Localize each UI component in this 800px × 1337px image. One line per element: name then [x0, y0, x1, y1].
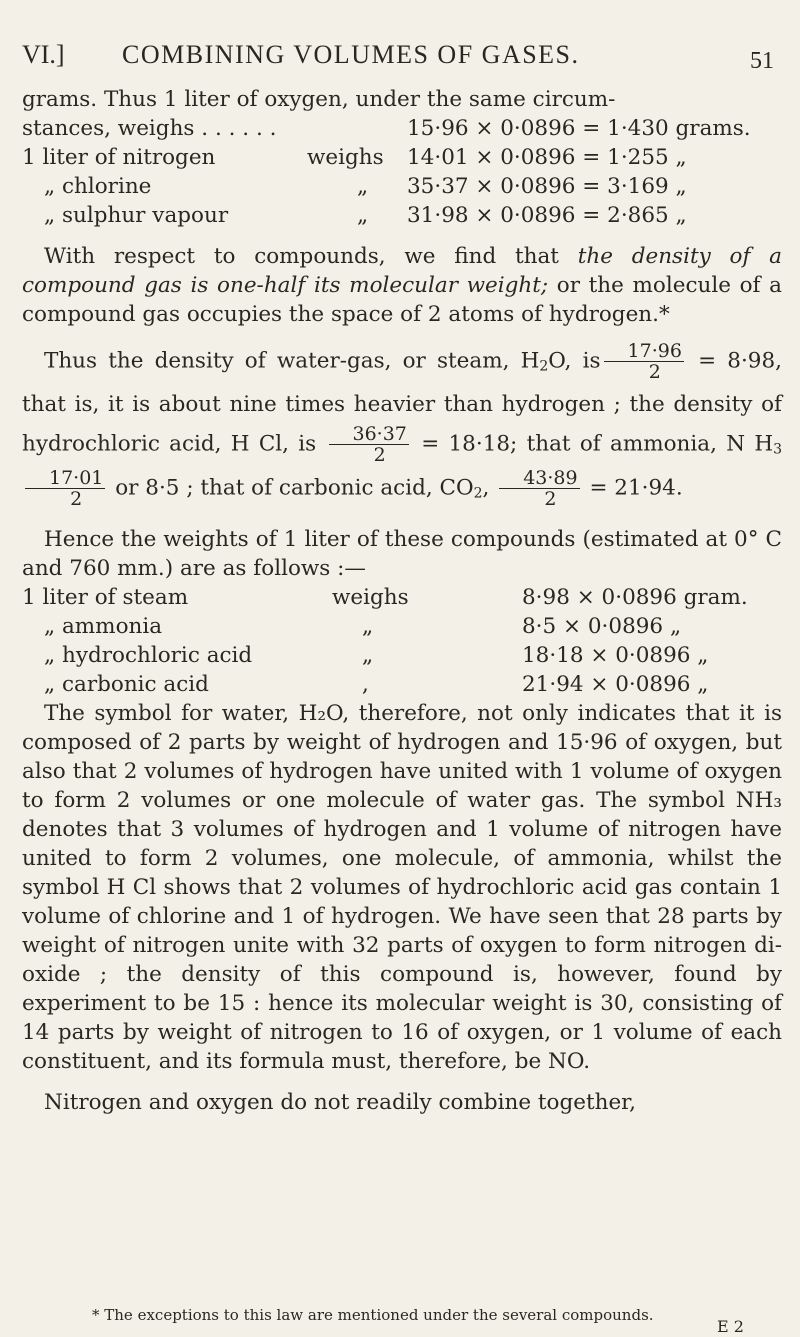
running-header — [22, 40, 782, 80]
row-label: „ ammonia — [44, 613, 163, 639]
row-label: stances, weighs . . . . . . — [22, 116, 277, 141]
table-row — [22, 670, 782, 699]
density-rule-emphasis: the density of a compound gas is one-half its molecular weight; — [22, 244, 782, 298]
row-value: 8·5 × 0·0896 „ — [522, 613, 682, 639]
paragraph-density-rule: With respect to compounds, we find that the density of a compound gas is one-half its molecular weight; or the molecule of a compound gas occupies the space of 2 atoms of hydrogen.* — [22, 244, 782, 327]
compound-weights-table — [22, 583, 782, 699]
row-verb: „ — [357, 174, 369, 199]
table-row — [22, 143, 782, 172]
fraction-ammonia: $\frac{17\cdot 01}{2}$ — [25, 468, 105, 509]
row-verb: „ — [357, 203, 369, 228]
paragraph-compound-weights: Hence the weights of 1 liter of these compounds (estimated at 0° C and 760 mm.) are as follows :— — [22, 526, 782, 581]
row-value: 14·01 × 0·0896 = 1·255 „ — [407, 145, 687, 170]
row-value: 31·98 × 0·0896 = 2·865 „ — [407, 203, 687, 228]
table-row — [22, 583, 782, 612]
table-row — [22, 114, 782, 143]
row-verb: weighs — [307, 145, 384, 170]
row-label: „ carbonic acid — [44, 671, 209, 697]
element-weights-table — [22, 114, 782, 230]
page-number: 51 — [750, 48, 774, 74]
row-verb: „ — [362, 613, 374, 639]
fraction-steam: $\frac{17\cdot 96}{2}$ — [604, 341, 684, 382]
body-text — [22, 85, 782, 1117]
row-label: 1 liter of nitrogen — [22, 145, 216, 170]
row-verb: „ — [362, 642, 374, 668]
paragraph-nitrogen-oxygen: Nitrogen and oxygen do not readily combine together, — [44, 1089, 636, 1115]
fraction-hydrochloric: $\frac{36\cdot 37}{2}$ — [329, 424, 409, 465]
row-value: 15·96 × 0·0896 = 1·430 grams. — [407, 116, 751, 141]
row-verb: weighs — [332, 584, 409, 610]
row-label: 1 liter of steam — [22, 584, 189, 610]
intro-text: grams. Thus 1 liter of oxygen, under the same circum- — [22, 87, 616, 112]
table-row — [22, 641, 782, 670]
section-marker: VI.] — [22, 40, 65, 69]
row-label: „ chlorine — [44, 174, 152, 199]
intro-line — [22, 85, 782, 114]
table-row — [22, 612, 782, 641]
row-label: „ hydrochloric acid — [44, 642, 253, 668]
row-value: 18·18 × 0·0896 „ — [522, 642, 709, 668]
paragraph-density-examples: Thus the density of water-gas, or steam, $H_2O$, is $\frac{17\cdot 96}{2}$ = 8·98, that is, it is about nine times heavier than hydrogen ; the density of hydrochloric acid, H Cl, is $\frac{36\cdot 37}{2}$ = 18·18; that of ammonia, N $H_3$ $\frac{17\cdot 01}{2}$ or 8·5 ; that of carbonic acid, $CO_2$, $\frac{43\cdot 89}{2}$ = 21·94. — [22, 340, 782, 510]
signature-mark: E 2 — [717, 1317, 744, 1336]
footnote: * The exceptions to this law are mentioned under the several compounds. — [92, 1306, 654, 1324]
running-title: COMBINING VOLUMES OF GASES. — [122, 40, 580, 69]
row-verb: , — [362, 671, 369, 697]
fraction-carbonic: $\frac{43\cdot 89}{2}$ — [499, 468, 579, 509]
book-page — [22, 0, 792, 1337]
table-row — [22, 172, 782, 201]
paragraph-symbols: The symbol for water, H₂O, therefore, not only indicates that it is composed of 2 parts by weight of hydrogen and 15·96 of oxygen, but also that 2 volumes of hydrogen have united with 1 volume of oxygen to form 2 volumes or one molecule of water gas. The symbol NH₃ denotes that 3 volumes of hydrogen and 1 volume of nitrogen have united to form 2 volumes, one molecule, of ammonia, whilst the symbol H Cl shows that 2 volumes of hydrochloric acid gas contain 1 volume of chlorine and 1 of hydrogen. We have seen that 28 parts by weight of nitrogen unite with 32 parts of oxygen to form nitrogen di-oxide ; the density of this compound is, however, found by experiment to be 15 : hence its molecular weight is 30, consisting of 14 parts by weight of nitrogen to 16 of oxygen, or 1 volume of each constituent, and its formula must, therefore, be NO. — [22, 700, 782, 1074]
row-value: 8·98 × 0·0896 gram. — [522, 584, 748, 610]
table-row — [22, 201, 782, 230]
row-label: „ sulphur vapour — [44, 203, 229, 228]
row-value: 35·37 × 0·0896 = 3·169 „ — [407, 174, 687, 199]
row-value: 21·94 × 0·0896 „ — [522, 671, 709, 697]
